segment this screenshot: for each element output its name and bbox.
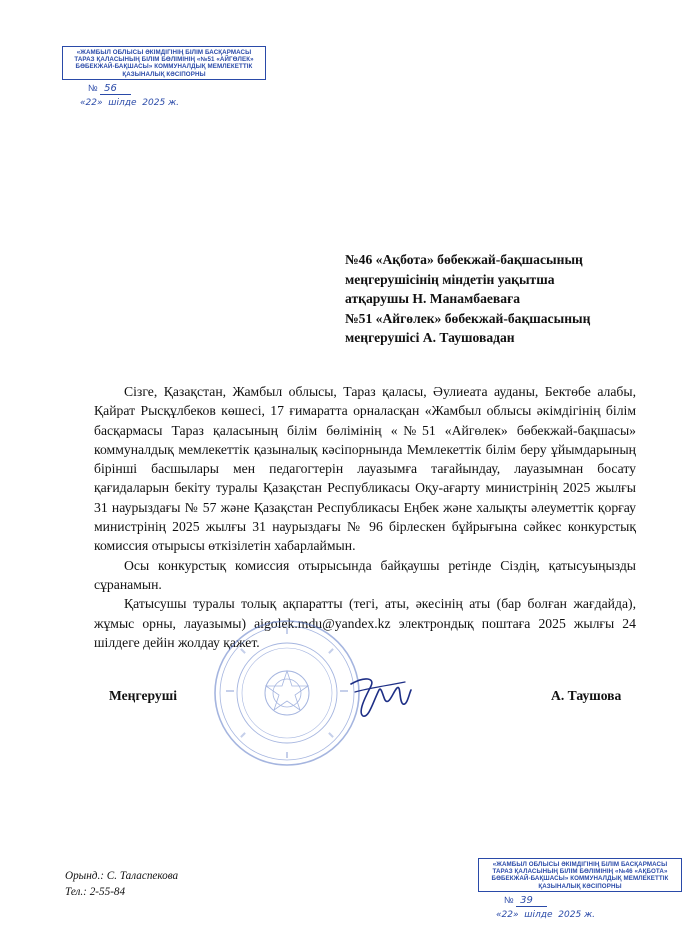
stamp-number-value: 39 — [516, 895, 547, 907]
stamp-number-label: № — [504, 894, 514, 905]
stamp-org-line: «ЖАМБЫЛ ОБЛЫСЫ ӘКІМДІГІНІҢ БІЛІМ БАСҚАРМАСЫ — [76, 49, 252, 56]
registration-stamp-incoming — [478, 858, 682, 920]
stamp-date-row — [478, 910, 682, 920]
stamp-date-row — [62, 98, 266, 108]
stamp-number-row — [62, 83, 266, 94]
stamp-org-line: «ЖАМБЫЛ ОБЛЫСЫ ӘКІМДІГІНІҢ БІЛІМ БАСҚАРМАСЫ — [492, 861, 668, 868]
executor-name: Орынд.: С. Таласпекова — [65, 870, 179, 882]
official-seal-icon — [212, 618, 362, 768]
stamp-org-line: БӨБЕКЖАЙ-БАҚШАСЫ» КОММУНАЛДЫҚ МЕМЛЕКЕТТІК — [75, 63, 253, 71]
addressee-line: №51 «Айгөлек» бөбекжай-бақшасының — [345, 310, 591, 326]
handwritten-signature-icon — [345, 672, 415, 722]
stamp-date-year-suffix: 25 — [153, 97, 166, 108]
stamp-org-line: ТАРАЗ ҚАЛАСЫНЫҢ БІЛІМ БӨЛІМІНІҢ «№46 «АҚБОТА» — [492, 868, 668, 876]
addressee-block — [345, 250, 665, 348]
signatory-title: Меңгеруші — [109, 688, 177, 703]
stamp-date-day: «22» — [80, 97, 103, 108]
executor-footer — [65, 868, 178, 900]
stamp-date-suffix: ж. — [584, 909, 596, 920]
stamp-date-month: шілде — [524, 909, 553, 920]
signatory-name: А. Таушова — [551, 688, 622, 703]
addressee-line: меңгерушісі А. Таушовадан — [345, 330, 515, 345]
stamp-date-year-prefix: 20 — [558, 909, 570, 920]
stamp-org-line: ҚАЗЫНАЛЫҚ КӘСІПОРНЫ — [122, 70, 206, 78]
stamp-org-line: ҚАЗЫНАЛЫҚ КӘСІПОРНЫ — [538, 882, 622, 890]
addressee-line: меңгерушісінің міндетін уақытша — [345, 271, 555, 287]
body-paragraph: Осы конкурстық комиссия отырысында байқаушы ретінде Сіздің, қатысуыңызды сұранамын. — [94, 557, 636, 592]
addressee-line: №46 «Ақбота» бөбекжай-бақшасының — [345, 252, 583, 267]
addressee-line: атқарушы Н. Манамбаеваға — [345, 291, 521, 306]
body-paragraph: Сізге, Қазақстан, Жамбыл облысы, Тараз қаласы, Әулиеата ауданы, Бектөбе алабы, Қайрат Рысқұлбеков көшесі, 17 ғимаратта орналасқан «Жамбыл облысы әкімдігінің білім басқармасы Тараз қаласының білім бөлімінің «№51 «Айгөлек» бөбекжай-бақшасы» коммуналдық мемлекеттік қазыналық кәсіпорнында Мемлекеттік білім беру ұйымдарының бірінші басшылары мен педагогтерін лауазымға тағайындау, лауазымнан босату қағидаларын бекіту туралы Қазақстан Республикасы Оқу-ағарту министрінің 2025 жылғы 31 наурыздағы № 57 және Қазақстан Республикасы Еңбек және халықты әлеуметтік қорғау министрінің 2025 жылғы 31 наурыздағы № 96 бірлескен бұйрығына сәйкес конкурстық комиссия отырысы өткізілетін хабарлаймын. — [94, 384, 636, 554]
executor-phone: Тел.: 2-55-84 — [65, 886, 126, 898]
stamp-date-day: «22» — [496, 909, 519, 920]
body-paragraph: Қатысушы туралы толық ақпаратты (тегі, аты, әкесінің аты (бар болған жағдайда), жұмыс орны, лауазымы) aigolek.mdu@yandex.kz электрондық поштаға 2025 жылғы 24 шілдеге дейін жолдау қажет. — [94, 596, 636, 650]
stamp-date-year-suffix: 25 — [569, 909, 582, 920]
stamp-date-suffix: ж. — [168, 97, 180, 108]
stamp-number-row — [478, 895, 682, 906]
stamp-org-line: ТАРАЗ ҚАЛАСЫНЫҢ БІЛІМ БӨЛІМІНІҢ «№51 «АЙГӨЛЕК» — [74, 56, 254, 64]
stamp-header-box — [478, 858, 682, 892]
stamp-org-line: БӨБЕКЖАЙ-БАҚШАСЫ» КОММУНАЛДЫҚ МЕМЛЕКЕТТІК — [491, 875, 669, 883]
registration-stamp-outgoing — [62, 46, 266, 108]
stamp-number-label: № — [88, 82, 98, 93]
stamp-header-box — [62, 46, 266, 80]
stamp-date-year-prefix: 20 — [142, 97, 154, 108]
stamp-date-month: шілде — [108, 97, 137, 108]
letter-body — [94, 382, 636, 652]
stamp-number-value: 56 — [100, 83, 131, 95]
